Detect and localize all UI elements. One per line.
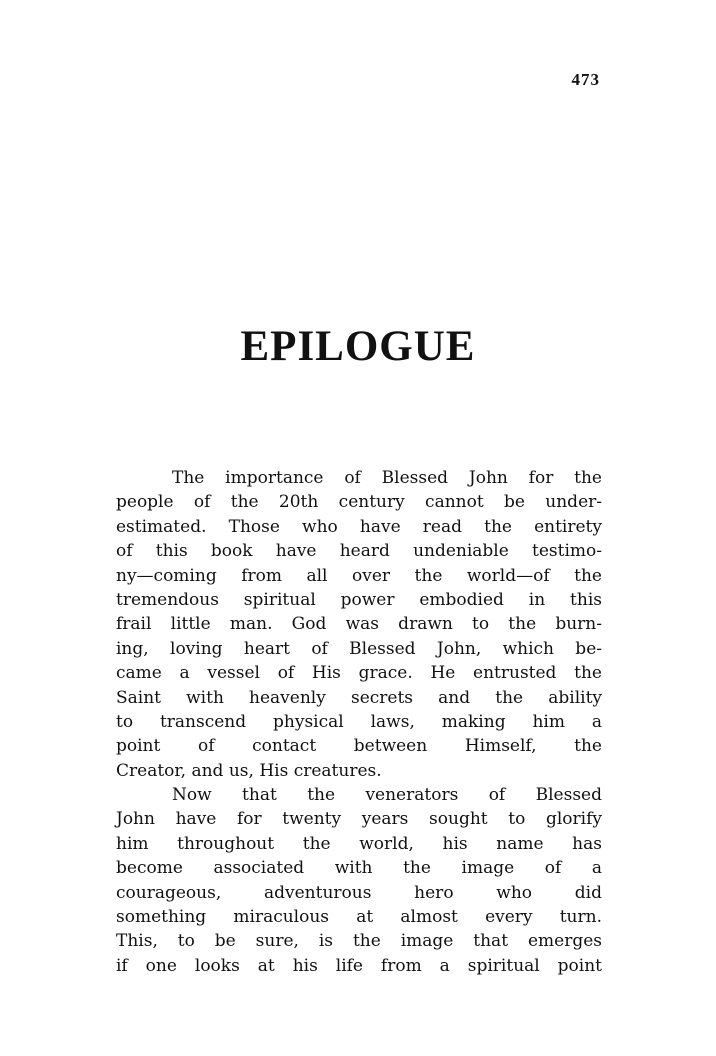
text-line: him throughout the world, his name has [116, 833, 602, 854]
text-line: came a vessel of His grace. He entrusted the [116, 663, 602, 684]
chapter-title: EPILOGUE [240, 323, 476, 370]
text-line: courageous, adventurous hero who did [116, 882, 602, 903]
text-line: Creator, and us, His creatures. [116, 760, 382, 781]
text-line: something miraculous at almost every turn. [116, 907, 602, 928]
text-line: John have for twenty years sought to glorify [116, 809, 602, 830]
text-line: become associated with the image of a [116, 858, 602, 879]
text-line: tremendous spiritual power embodied in this [116, 589, 602, 610]
text-line: if one looks at his life from a spiritual point [116, 955, 602, 976]
text-line: of this book have heard undeniable testimo- [116, 541, 602, 562]
text-line: people of the 20th century cannot be under- [116, 492, 602, 513]
text-line: frail little man. God was drawn to the burn- [116, 614, 602, 635]
text-line: Saint with heavenly secrets and the ability [116, 687, 602, 708]
text-line: This, to be sure, is the image that emerges [116, 931, 602, 952]
paragraph [116, 466, 602, 783]
text-line: estimated. Those who have read the entirety [116, 516, 602, 537]
text-line: to transcend physical laws, making him a [116, 711, 602, 732]
text-line: ny—coming from all over the world—of the [116, 565, 602, 586]
paragraph [116, 783, 602, 978]
text-line: Now that the venerators of Blessed [172, 785, 602, 806]
body-text [116, 466, 602, 978]
text-line: ing, loving heart of Blessed John, which be- [116, 638, 602, 659]
page-number: 473 [571, 70, 600, 89]
text-line: point of contact between Himself, the [116, 736, 602, 757]
text-line: The importance of Blessed John for the [172, 468, 602, 488]
